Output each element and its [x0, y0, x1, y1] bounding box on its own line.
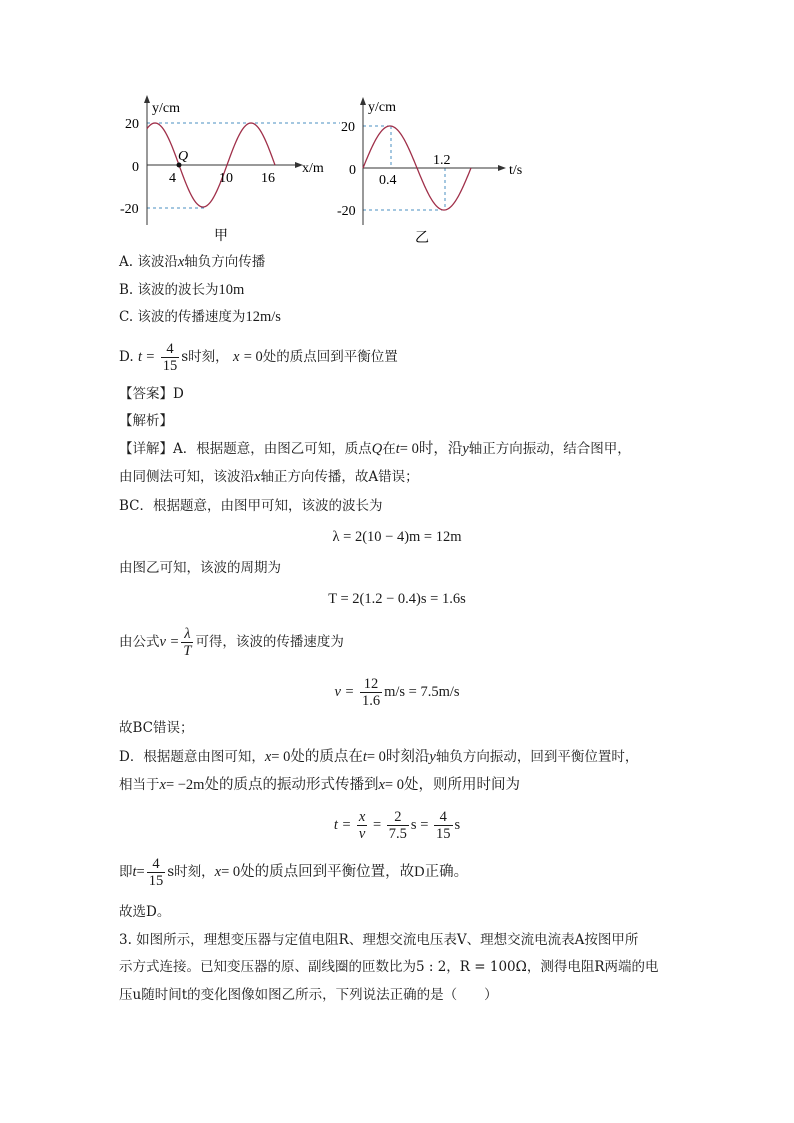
eq4-n1: x	[358, 809, 366, 826]
d8c: = 0处，则所用时间为	[384, 777, 520, 793]
analysis-label: 【解析】	[119, 413, 173, 429]
d5-fraction	[181, 626, 193, 659]
d7t: t	[362, 749, 367, 765]
eq3-num: 12	[363, 676, 379, 693]
option-d-eq2: = 0	[243, 349, 263, 365]
d1d: 轴正方向振动，结合图甲，	[468, 441, 631, 457]
eq4-n3: 4	[439, 809, 447, 826]
d8x: x	[159, 777, 166, 793]
option-b-text: B. 该波的波长为	[119, 282, 219, 298]
d5v: v =	[159, 634, 180, 650]
eq4-s: s	[454, 817, 461, 833]
jia-xtick-10: 10	[219, 171, 233, 186]
yi-t-arrow	[498, 165, 506, 171]
eq3-fraction	[360, 676, 382, 709]
d1b: 在	[382, 441, 396, 457]
jia-ytick-0: 0	[132, 160, 139, 175]
d7b: = 0处的质点在	[271, 749, 363, 765]
option-d	[119, 340, 398, 374]
option-a-text: A. 该波沿	[119, 254, 178, 270]
option-d-t: t	[137, 349, 142, 365]
d5a: 由公式	[119, 634, 160, 650]
option-c-text: C. 该波的传播速度为	[119, 309, 246, 325]
eq4-d3: 15	[436, 826, 451, 843]
d9-num: 4	[152, 856, 160, 872]
detail-line-5	[119, 622, 344, 662]
yi-caption: 乙	[415, 231, 429, 246]
jia-y-arrow	[144, 95, 150, 103]
equation-period: T = 2(1.2 − 0.4)s = 1.6s	[328, 591, 466, 607]
d7d: 轴负方向振动，回到平衡位置时，	[435, 749, 639, 765]
d1y: y	[462, 441, 469, 457]
detail-line-4: 由图乙可知，该波的周期为	[119, 560, 281, 576]
option-d-label: D.	[119, 349, 134, 365]
eq4-frac2	[387, 809, 409, 842]
yi-xtick-1-2: 1.2	[433, 153, 451, 168]
d7c: = 0时刻沿	[366, 749, 430, 765]
question-3-line-3: 压u随时间t的变化图像如图乙所示，下列说法正确的是（ ）	[119, 987, 498, 1003]
option-a-post: 轴负方向传播	[184, 254, 266, 270]
option-d-den: 15	[162, 358, 178, 374]
detail-line-9	[119, 852, 468, 892]
jia-ytick-neg20: -20	[120, 202, 139, 217]
figure-yi	[335, 90, 535, 250]
eq4-t: t =	[333, 817, 352, 833]
d9x: x	[214, 864, 222, 880]
detail-line-2	[119, 467, 419, 487]
yi-ytick-20: 20	[341, 120, 355, 135]
eq4-eq2: s =	[410, 817, 429, 833]
jia-point-label: Q	[178, 149, 189, 164]
d9eq: =	[136, 864, 145, 880]
d1t: t	[395, 441, 400, 457]
d1a: 【详解】A．根据题意，由图乙可知，质点	[119, 441, 372, 457]
jia-xtick-16: 16	[261, 171, 275, 186]
option-b-value: 10m	[218, 282, 245, 298]
option-d-num: 4	[166, 341, 174, 357]
option-c-value: 12m/s	[245, 309, 281, 325]
yi-ylabel: y/cm	[368, 100, 396, 115]
yi-ytick-0: 0	[349, 163, 356, 178]
detail-line-8	[119, 775, 520, 795]
option-d-x: x	[232, 349, 240, 365]
d2x: x	[254, 469, 261, 485]
d7y: y	[429, 749, 436, 765]
question-3-line-1: 3. 如图所示，理想变压器与定值电阻R、理想交流电压表V、理想交流电流表A按图甲所	[119, 932, 639, 948]
yi-y-arrow	[360, 97, 366, 105]
yi-xlabel: t/s	[509, 163, 523, 178]
figure-jia	[110, 90, 340, 245]
d9b: s时刻，	[167, 864, 215, 880]
jia-xtick-4: 4	[169, 171, 176, 186]
option-a-var: x	[177, 254, 185, 270]
detail-line-7	[119, 747, 638, 767]
equation-wavelength: λ = 2(10 − 4)m = 12m	[332, 529, 462, 545]
yi-ytick-neg20: -20	[337, 204, 356, 219]
d9c: = 0处的质点回到平衡位置，故D正确。	[221, 864, 469, 880]
d9t: t	[132, 864, 137, 880]
jia-ylabel: y/cm	[152, 101, 180, 116]
d5b: 可得，该波的传播速度为	[195, 634, 344, 650]
option-c	[119, 307, 281, 327]
yi-xtick-0-4: 0.4	[379, 173, 397, 188]
jia-xlabel: x/m	[302, 161, 324, 176]
option-d-post: 处的质点回到平衡位置	[262, 349, 398, 365]
d8a: 相当于	[119, 777, 160, 793]
question-3-line-2: 示方式连接。已知变压器的原、副线圈的匝数比为5 : 2，R = 100Ω，测得电阻R两端的电	[119, 959, 659, 975]
option-b	[119, 280, 244, 300]
detail-line-1	[119, 439, 631, 459]
d2a: 由同侧法可知，该波沿	[119, 469, 254, 485]
d8b: = −2m处的质点的振动形式传播到	[165, 777, 379, 793]
option-d-fraction	[161, 341, 180, 374]
answer-label: 【答案】D	[119, 386, 184, 402]
eq4-eq1: =	[372, 817, 382, 833]
eq3-den: 1.6	[361, 693, 381, 710]
eq4-n2: 2	[394, 809, 402, 826]
d5-den: T	[183, 643, 192, 659]
d9-fraction	[147, 856, 166, 889]
eq4-frac1	[357, 809, 367, 842]
eq3-pre: v =	[334, 684, 355, 700]
d1c: = 0时，沿	[399, 441, 463, 457]
eq4-frac3	[434, 809, 453, 842]
equation-time	[119, 805, 675, 845]
jia-caption: 甲	[214, 229, 228, 244]
d5-num: λ	[184, 626, 191, 642]
eq3-post: m/s = 7.5m/s	[384, 684, 460, 700]
option-a	[119, 252, 265, 272]
option-d-mid: s时刻，	[181, 349, 229, 365]
d1q: Q	[371, 441, 383, 457]
d9-den: 15	[148, 873, 164, 889]
d7a: D．根据题意由图可知，	[119, 749, 265, 765]
d9a: 即	[119, 864, 133, 880]
detail-line-6: 故BC错误；	[119, 720, 194, 736]
d2b: 轴正方向传播，故A错误；	[260, 469, 419, 485]
option-d-eq: =	[146, 349, 155, 365]
jia-ytick-20: 20	[125, 117, 139, 132]
detail-line-10: 故选D。	[119, 904, 171, 920]
eq4-d2: 7.5	[388, 826, 407, 843]
d7x: x	[264, 749, 272, 765]
eq4-d1: v	[358, 826, 366, 843]
d8x2: x	[378, 777, 385, 793]
detail-line-3: BC．根据题意，由图甲可知，该波的波长为	[119, 498, 383, 514]
equation-speed	[119, 672, 675, 712]
